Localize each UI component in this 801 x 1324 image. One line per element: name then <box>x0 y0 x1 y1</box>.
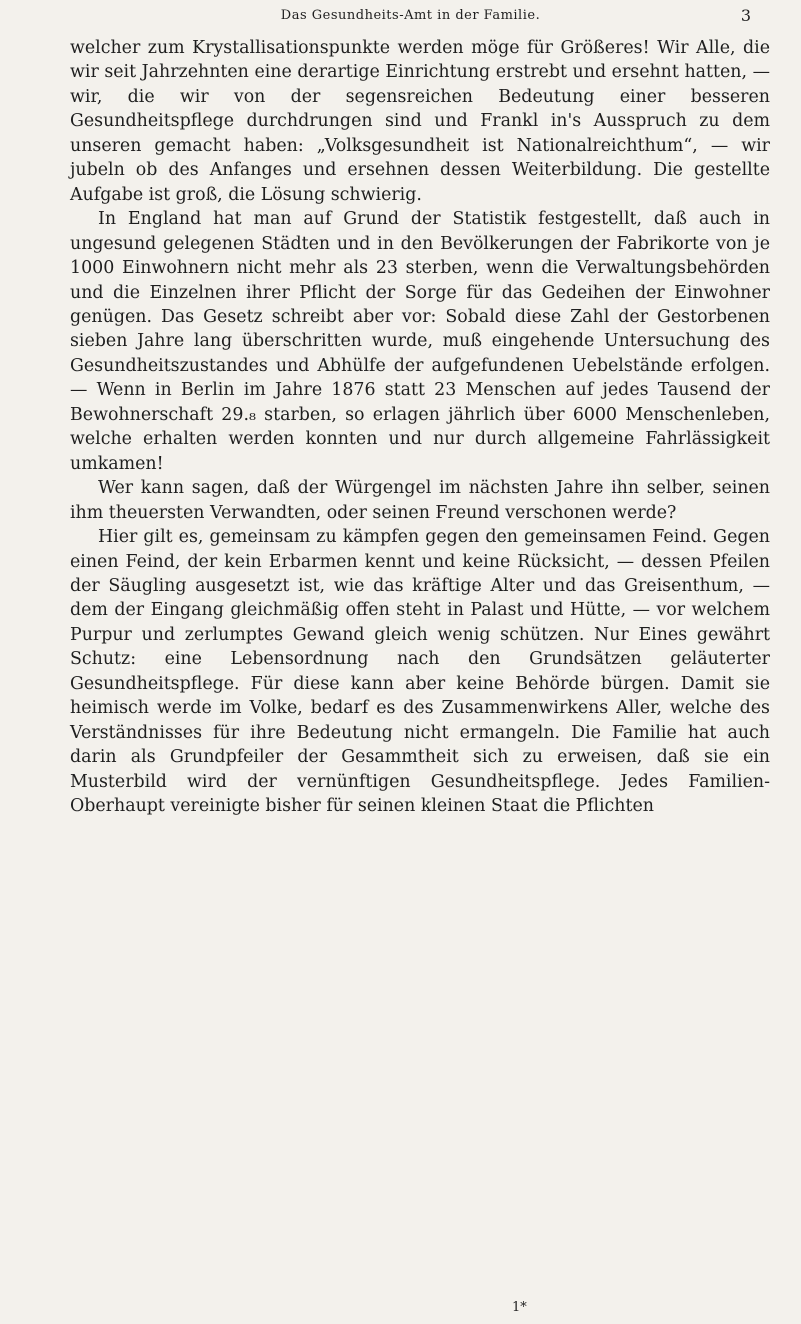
paragraph-2: In England hat man auf Grund der Statistik festgestellt, daß auch in ungesund gelegenen Städten und in den Bevölkerungen der Fabrikorte von je 1000 Einwohnern nicht mehr als 23 sterben, wenn die Verwaltungsbehörden und die Einzelnen ihrer Pflicht der Sorge für das Gedeihen der Einwohner genügen. Das Gesetz schreibt aber vor: Sobald diese Zahl der Gestorbenen sieben Jahre lang überschritten wurde, muß eingehende Untersuchung des Gesundheitszustandes und Abhülfe der aufgefundenen Uebelstände erfolgen. — Wenn in Berlin im Jahre 1876 statt 23 Menschen auf jedes Tausend der Bewohnerschaft 29.₈ starben, so erlagen jährlich über 6000 Menschenleben, welche erhalten werden konnten und nur durch allgemeine Fahrlässigkeit umkamen! <box>70 209 770 474</box>
running-header <box>70 6 751 28</box>
paragraph-1: welcher zum Krystallisationspunkte werden möge für Größeres! Wir Alle, die wir seit Jahrzehnten eine derartige Einrichtung erstrebt und ersehnt hatten, — wir, die wir von der segensreichen Bedeutung einer besseren Gesundheitspflege durchdrungen sind und Frankl in's Ausspruch zu dem unseren gemacht haben: „Volksgesundheit ist Nationalreichthum“, — wir jubeln ob des Anfanges und ersehnen dessen Weiterbildung. Die gestellte Aufgabe ist groß, die Lösung schwierig. <box>70 38 770 205</box>
page-number: 3 <box>740 6 751 25</box>
paragraph-3: Wer kann sagen, daß der Würgengel im nächsten Jahre ihn selber, seinen ihm theuersten Verwandten, oder seinen Freund verschonen werde? <box>70 478 770 523</box>
running-title: Das Gesundheits-Amt in der Familie. <box>280 8 541 23</box>
paragraph-4: Hier gilt es, gemeinsam zu kämpfen gegen den gemeinsamen Feind. Gegen einen Feind, der kein Erbarmen kennt und keine Rücksicht, — dessen Pfeilen der Säugling ausgesetzt ist, wie das kräftige Alter und das Greisenthum, — dem der Eingang gleichmäßig offen steht in Palast und Hütte, — vor welchem Purpur und zerlumptes Gewand gleich wenig schützen. Nur Eines gewährt Schutz: eine Lebensordnung nach den Grundsätzen geläuterter Gesundheitspflege. Für diese kann aber keine Behörde bürgen. Damit sie heimisch werde im Volke, bedarf es des Zusammenwirkens Aller, welche des Verständnisses für ihre Bedeutung nicht ermangeln. Die Familie hat auch darin als Grundpfeiler der Gesammtheit sich zu erweisen, daß sie ein Musterbild wird der vernünftigen Gesundheitspflege. Jedes Familien-Oberhaupt vereinigte bisher für seinen kleinen Staat die Pflichten <box>70 527 770 817</box>
signature-mark: 1* <box>512 1300 527 1315</box>
body-text <box>70 36 770 819</box>
